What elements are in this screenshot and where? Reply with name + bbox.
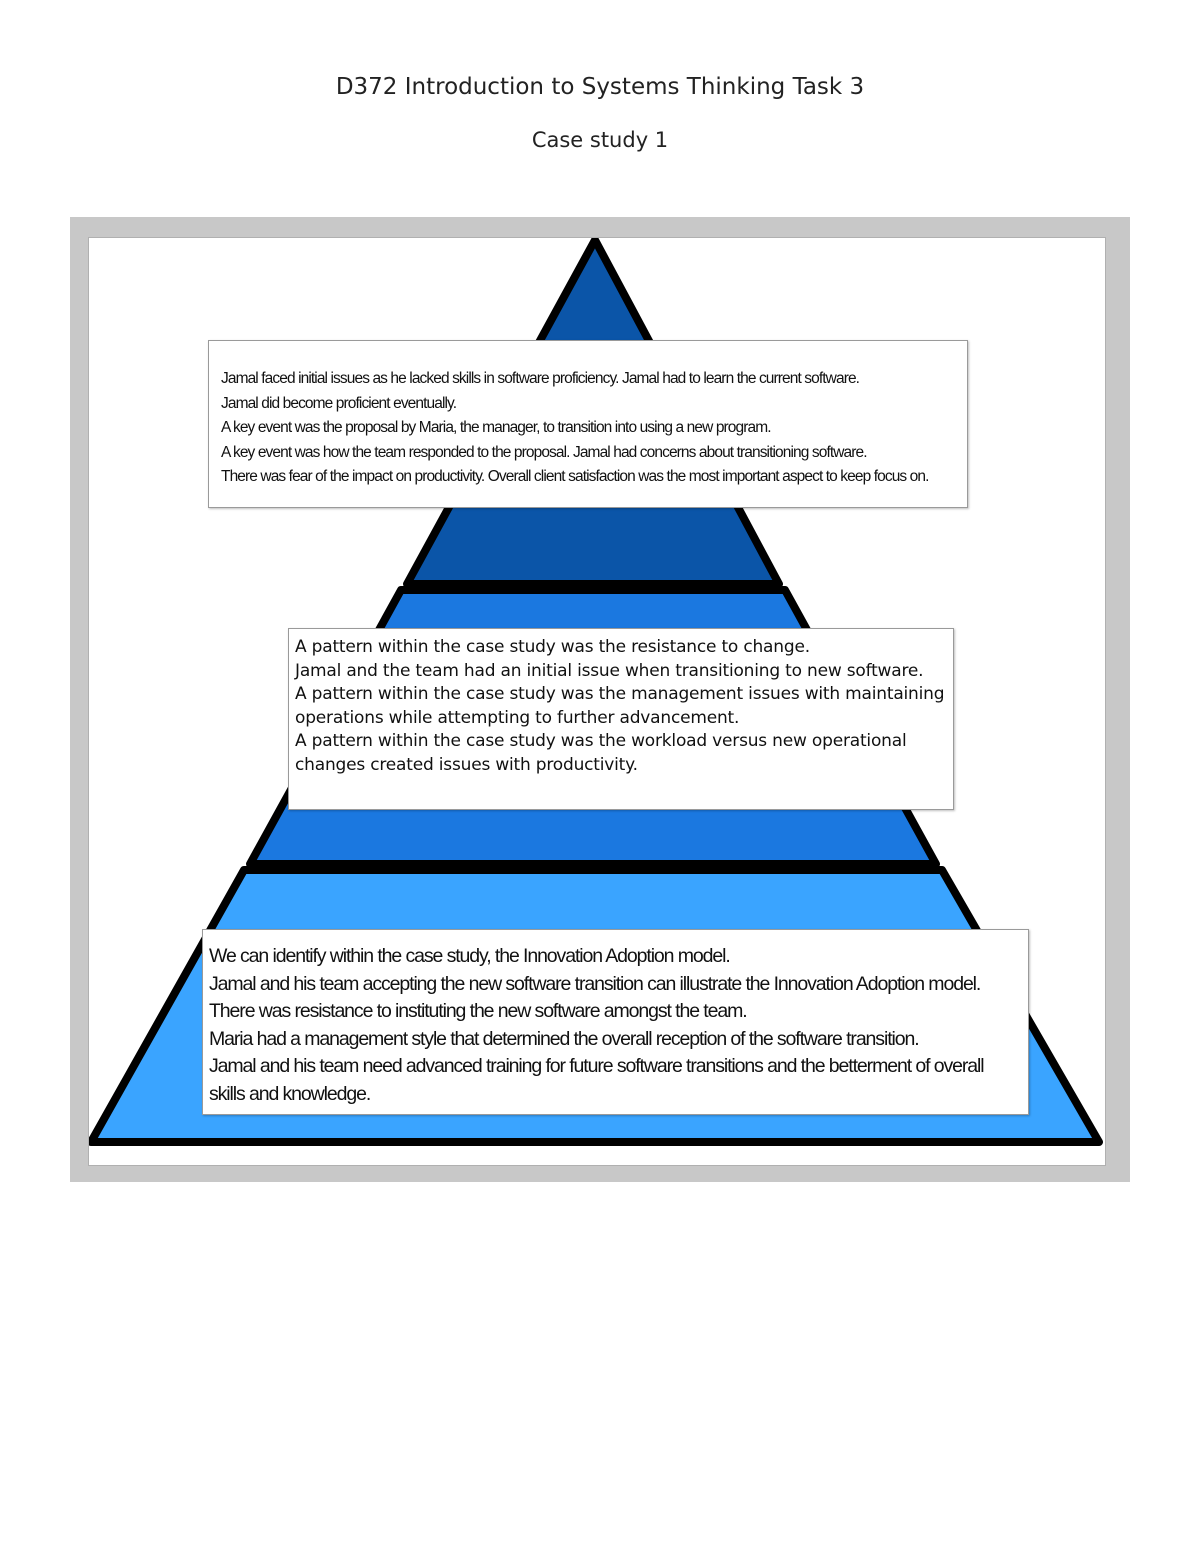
top-level-textbox xyxy=(208,340,968,508)
middle-level-line: Jamal and the team had an initial issue when transitioning to new software. xyxy=(295,660,924,681)
top-level-line: A key event was how the team responded to the proposal. Jamal had concerns about transitioning software. xyxy=(221,443,867,461)
bottom-level-line: Maria had a management style that determined the overall reception of the software transition. xyxy=(209,1027,919,1050)
top-level-line: A key event was the proposal by Maria, the manager, to transition into using a new program. xyxy=(221,419,771,436)
top-level-line: Jamal faced initial issues as he lacked skills in software proficiency. Jamal had to learn the current software. xyxy=(221,370,860,387)
middle-level-line: A pattern within the case study was the resistance to change. xyxy=(295,637,810,657)
middle-level-line: A pattern within the case study was the management issues with maintaining operations while attempting to further advancement. xyxy=(295,684,945,728)
bottom-level-line: We can identify within the case study, the Innovation Adoption model. xyxy=(209,945,730,967)
middle-level-textbox xyxy=(288,628,954,810)
document-subtitle: Case study 1 xyxy=(531,128,669,152)
document-title: D372 Introduction to Systems Thinking Task 3 xyxy=(335,74,865,100)
pyramid-figure-frame xyxy=(70,217,1130,1182)
bottom-level-line: Jamal and his team accepting the new software transition can illustrate the Innovation Adoption model. xyxy=(209,972,981,995)
pyramid-figure xyxy=(88,237,1106,1166)
middle-level-line: A pattern within the case study was the workload versus new operational changes created issues with productivity. xyxy=(295,731,907,775)
bottom-level-line: Jamal and his team need advanced training for future software transitions and the betterment of overall skills and knowledge. xyxy=(209,1055,984,1105)
bottom-level-textbox xyxy=(202,929,1029,1115)
top-level-line: There was fear of the impact on productivity. Overall client satisfaction was the most important aspect to keep focus on. xyxy=(221,468,929,485)
top-level-line: Jamal did become proficient eventually. xyxy=(221,394,457,412)
bottom-level-line: There was resistance to instituting the new software amongst the team. xyxy=(209,1000,747,1022)
